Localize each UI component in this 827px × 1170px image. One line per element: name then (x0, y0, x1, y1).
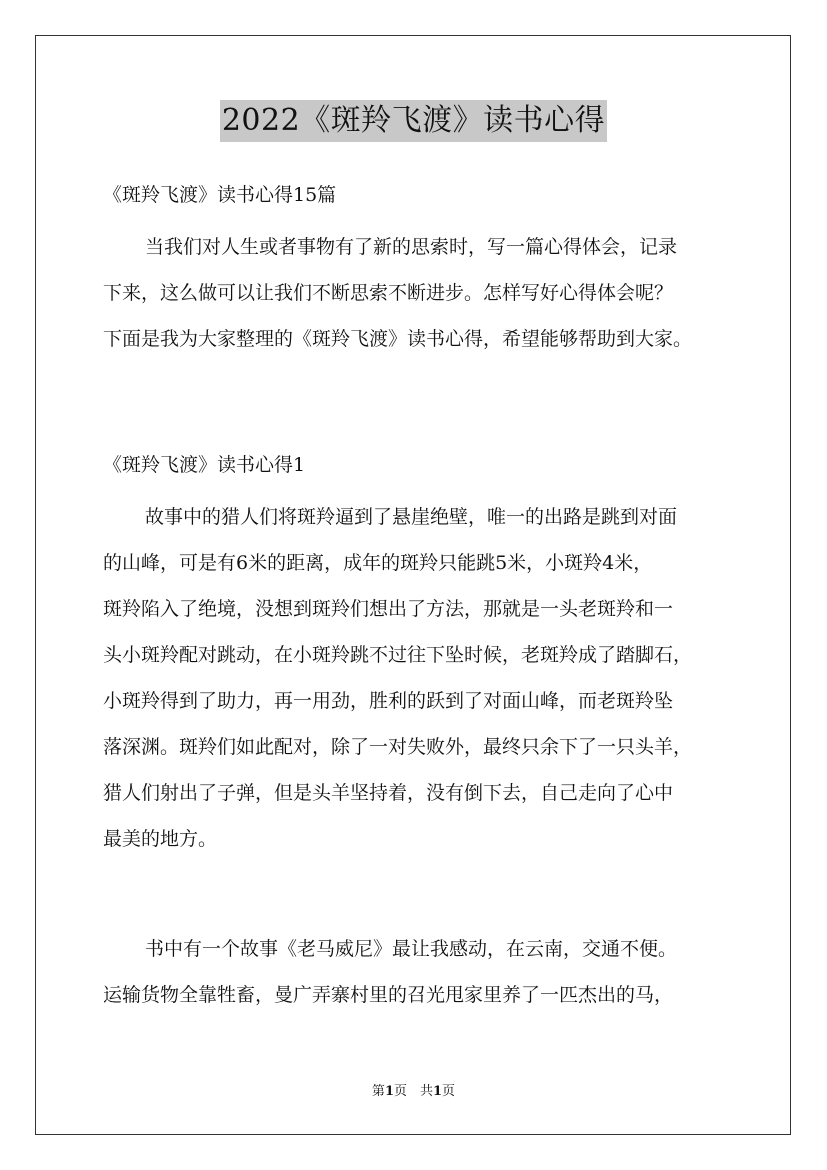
story-paragraph (103, 494, 743, 862)
paragraph-line: 当我们对人生或者事物有了新的思索时，写一篇心得体会，记录 (145, 236, 678, 258)
footer-suffix: 页 (442, 1084, 456, 1099)
footer-prefix: 第 (371, 1084, 385, 1099)
paragraph-line: 书中有一个故事《老马威尼》最让我感动，在云南，交通不便。 (145, 938, 678, 960)
paragraph-line: 猎人们射出了子弹，但是头羊坚持着，没有倒下去，自己走向了心中 (103, 782, 674, 804)
section-heading: 《斑羚飞渡》读书心得1 (103, 454, 306, 476)
subtitle: 《斑羚飞渡》读书心得15篇 (103, 184, 337, 206)
current-page-number: 1 (384, 1084, 394, 1099)
paragraph-line: 的山峰，可是有6米的距离，成年的斑羚只能跳5米，小斑羚4米， (103, 552, 653, 574)
paragraph-line: 头小斑羚配对跳动，在小斑羚跳不过往下坠时候，老斑羚成了踏脚石， (103, 644, 693, 666)
paragraph-line: 下来，这么做可以让我们不断思索不断进步。怎样写好心得体会呢？ (103, 282, 674, 304)
intro-paragraph (103, 224, 743, 362)
footer-mid: 页 共 (393, 1084, 433, 1099)
paragraph-line: 落深渊。斑羚们如此配对，除了一对失败外，最终只余下了一只头羊， (103, 736, 693, 758)
title-container (0, 100, 827, 142)
paragraph-line: 最美的地方。 (103, 828, 218, 850)
paragraph-line: 故事中的猎人们将斑羚逼到了悬崖绝壁，唯一的出路是跳到对面 (145, 506, 678, 528)
paragraph-line: 斑羚陷入了绝境，没想到斑羚们想出了方法，那就是一头老斑羚和一 (103, 598, 674, 620)
page-footer (0, 1083, 827, 1101)
paragraph-line: 运输货物全靠牲畜，曼广弄寨村里的召光甩家里养了一匹杰出的马， (103, 984, 674, 1006)
paragraph-line: 小斑羚得到了助力，再一用劲，胜利的跃到了对面山峰，而老斑羚坠 (103, 690, 674, 712)
total-page-number: 1 (433, 1084, 443, 1099)
horse-paragraph (103, 926, 743, 1018)
paragraph-line: 下面是我为大家整理的《斑羚飞渡》读书心得，希望能够帮助到大家。 (103, 328, 693, 350)
document-title: 2022《斑羚飞渡》读书心得 (220, 100, 607, 142)
